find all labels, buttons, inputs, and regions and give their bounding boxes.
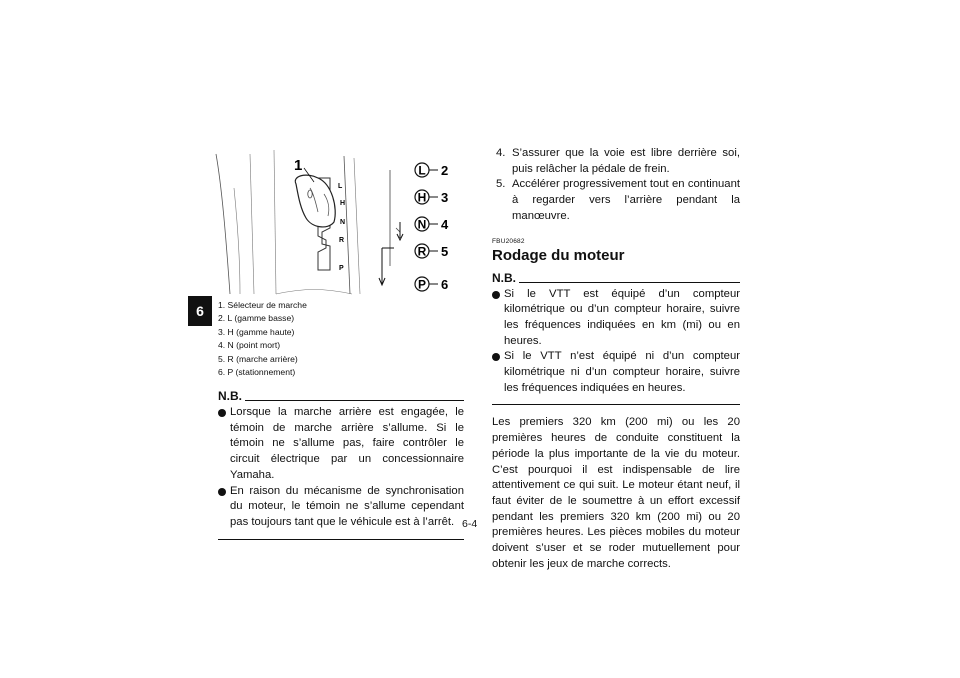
note-end-rule — [218, 539, 464, 540]
note-rule — [519, 282, 740, 283]
step-item — [492, 177, 740, 224]
indicator-letter: N — [417, 217, 427, 232]
indicator-number: 4 — [441, 217, 449, 232]
left-note — [218, 388, 464, 540]
indicator-r — [415, 244, 448, 259]
note-item — [492, 349, 740, 396]
callout-1: 1 — [294, 157, 303, 174]
section-code: FBU20682 — [492, 237, 525, 245]
indicator-number: 5 — [441, 244, 449, 259]
note-item — [492, 287, 740, 350]
right-column — [492, 146, 740, 572]
note-header — [492, 270, 740, 285]
step-number: 5. — [496, 178, 506, 191]
step-text: Accélérer progressivement tout en continuant à regarder vers l’arrière pendant la manœuvre. — [512, 178, 740, 222]
chapter-tab: 6 — [188, 296, 212, 326]
note-end-rule — [492, 404, 740, 405]
note-rule — [245, 400, 464, 401]
note-item — [218, 484, 464, 531]
indicator-n — [415, 217, 449, 232]
indicator-letter: H — [417, 190, 427, 205]
indicator-h — [415, 190, 448, 205]
note-label: N.B. — [492, 270, 516, 285]
indicator-p — [415, 277, 448, 292]
indicator-letter: L — [418, 163, 426, 178]
note-text: Lorsque la marche arrière est engagée, le témoin de marche arrière s’allume. Si le témoin ne s’allume pas, faire contrôler le circuit électrique par un concessionnaire Yamaha. — [230, 406, 464, 481]
shift-lever-illustration — [214, 148, 464, 296]
bullet-icon — [492, 291, 500, 299]
note-label: N.B. — [218, 389, 242, 403]
caption-item: 1. Sélecteur de marche — [218, 300, 307, 310]
steps-list — [492, 146, 740, 225]
bullet-icon — [218, 488, 226, 496]
caption-item: 3. H (gamme haute) — [218, 326, 295, 337]
gate-letter-n: N — [340, 219, 346, 226]
indicator-number: 6 — [441, 277, 449, 292]
bullet-icon — [492, 353, 500, 361]
indicator-l — [415, 163, 448, 178]
indicator-number: 3 — [441, 190, 449, 205]
note-text: Si le VTT n’est équipé ni d’un compteur kilométrique ni d’un compteur horaire, suivre les fréquences indiquées en heures. — [504, 350, 740, 394]
note-item — [218, 405, 464, 484]
indicator-letter: R — [417, 244, 427, 259]
gate-letter-r: R — [339, 237, 345, 244]
note-text: En raison du mécanisme de synchronisation du moteur, le témoin ne s’allume cependant pas toujours tant que le véhicule est à l’arrêt. — [230, 484, 464, 528]
step-item — [492, 146, 740, 177]
caption-item: 5. R (marche arrière) — [218, 353, 298, 364]
caption-item: 4. N (point mort) — [218, 340, 281, 351]
indicator-letter: P — [417, 277, 427, 292]
bullet-icon — [218, 409, 226, 417]
note-header — [218, 388, 464, 403]
caption-item: 6. P (stationnement) — [218, 367, 296, 378]
step-number: 4. — [496, 147, 506, 159]
figure-captions — [218, 299, 458, 379]
note-text: Si le VTT est équipé d’un compteur kilométrique ou d’un compteur horaire, suivre les fréquences indiquées en km (mi) ou en heures. — [504, 287, 740, 347]
caption-item: 2. L (gamme basse) — [218, 313, 295, 324]
break-in-paragraph: Les premiers 320 km (200 mi) ou les 20 premières heures de conduite constituent la période la plus importante de la vie du moteur. C’est pourquoi il est indispensable de lire attentivement ce qui suit. Le moteur étant neuf, il faut éviter de le soumettre à un effort excessif pendant les premiers 320 km (200 mi) ou 20 premières heures. Les pièces mobiles du moteur doivent s’user et se roder mutuellement pour obtenir les jeux de marche corrects. — [492, 416, 740, 570]
step-text: S’assurer que la voie est libre derrière soi, puis relâcher la pédale de frein. — [512, 147, 740, 175]
gate-letter-p: P — [339, 265, 344, 272]
section-title: Rodage du moteur — [492, 246, 625, 264]
gate-letter-l: L — [338, 183, 343, 190]
gate-letter-h: H — [340, 200, 346, 207]
note-list — [492, 287, 740, 397]
page-number: 6-4 — [462, 518, 478, 530]
indicator-number: 2 — [441, 163, 449, 178]
note-list — [218, 405, 464, 531]
